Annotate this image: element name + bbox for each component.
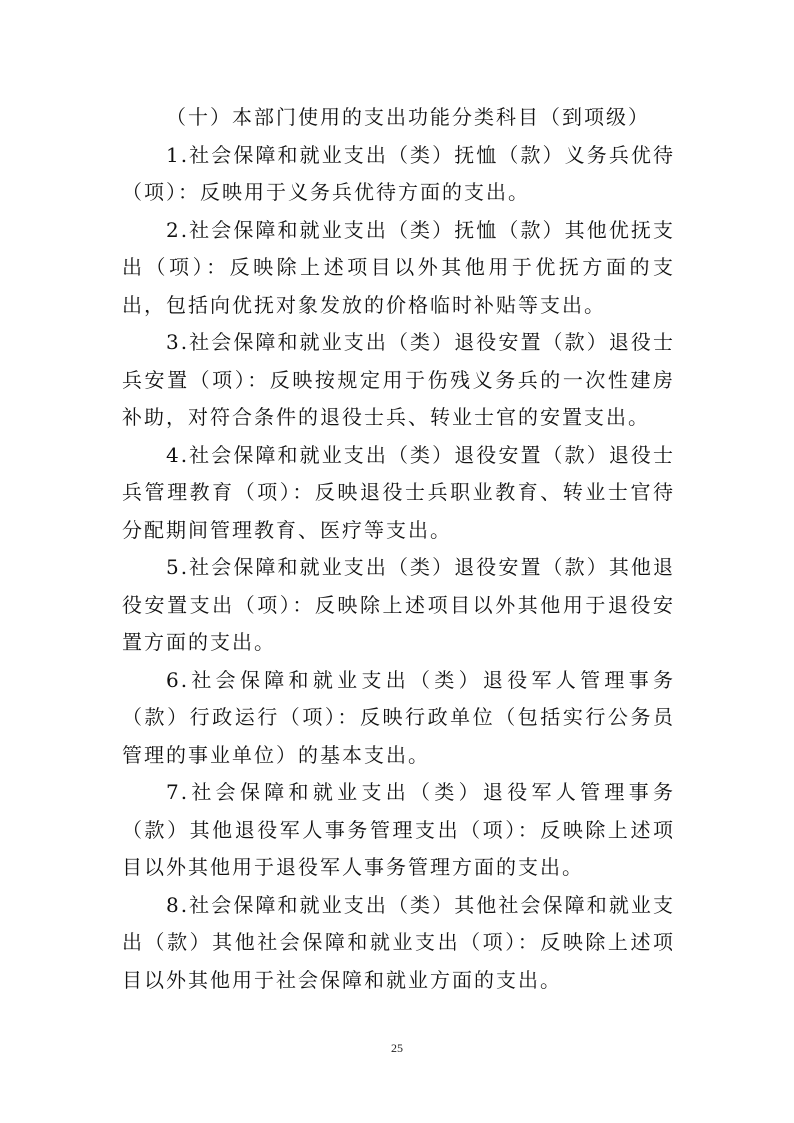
list-item-1: 1.社会保障和就业支出（类）抚恤（款）义务兵优待（项）：反映用于义务兵优待方面的支出。 xyxy=(122,142,675,204)
page-number: 25 xyxy=(391,1041,403,1055)
list-item-2: 2.社会保障和就业支出（类）抚恤（款）其他优抚支出（项）：反映除上述项目以外其他用于优抚方面的支出，包括向优抚对象发放的价格临时补贴等支出。 xyxy=(122,217,675,317)
list-item-3: 3.社会保障和就业支出（类）退役安置（款）退役士兵安置（项）：反映按规定用于伤残义务兵的一次性建房补助，对符合条件的退役士兵、转业士官的安置支出。 xyxy=(122,330,675,429)
list-item-6: 6.社会保障和就业支出（类）退役军人管理事务（款）行政运行（项）：反映行政单位（包括实行公务员管理的事业单位）的基本支出。 xyxy=(122,667,675,767)
list-item-8: 8.社会保障和就业支出（类）其他社会保障和就业支出（款）其他社会保障和就业支出（项）：反映除上述项目以外其他用于社会保障和就业方面的支出。 xyxy=(122,892,675,992)
list-item-5: 5.社会保障和就业支出（类）退役安置（款）其他退役安置支出（项）：反映除上述项目以外其他用于退役安置方面的支出。 xyxy=(122,555,675,654)
list-item-7: 7.社会保障和就业支出（类）退役军人管理事务（款）其他退役军人事务管理支出（项）：反映除上述项目以外其他用于退役军人事务管理方面的支出。 xyxy=(122,780,675,879)
section-heading: （十）本部门使用的支出功能分类科目（到项级） xyxy=(166,105,650,129)
list-item-4: 4.社会保障和就业支出（类）退役安置（款）退役士兵管理教育（项）：反映退役士兵职业教育、转业士官待分配期间管理教育、医疗等支出。 xyxy=(122,442,675,542)
document-body xyxy=(122,99,675,999)
